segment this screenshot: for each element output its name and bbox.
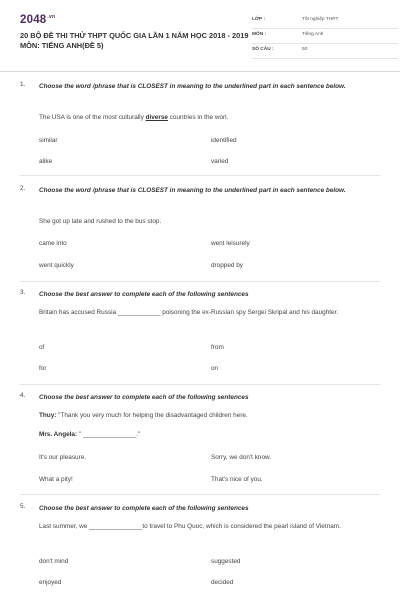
option-b[interactable]: went leisurely	[211, 240, 250, 247]
question-divider	[20, 281, 380, 282]
document-meta	[252, 14, 398, 59]
speaker-name: Thuy:	[39, 412, 57, 419]
dialogue-line-2: Mrs. Angela: " _______________."	[39, 431, 141, 438]
meta-label: LỚP :	[252, 17, 266, 22]
option-a[interactable]: came into	[39, 240, 67, 247]
question-divider	[20, 175, 380, 176]
meta-row-class	[252, 14, 398, 29]
option-c[interactable]: went quickly	[39, 262, 74, 269]
option-d[interactable]: varied	[211, 158, 229, 165]
question-number: 1.	[20, 81, 26, 88]
option-a[interactable]: of	[39, 344, 45, 351]
option-c[interactable]: What a pity!	[39, 476, 73, 483]
option-b[interactable]: suggested	[211, 558, 241, 565]
option-b[interactable]: Sorry, we don't know.	[211, 454, 272, 461]
logo-suffix: .vn	[47, 14, 56, 20]
question-text: Britain has accused Russia ____________ poisoning the ex-Russian spy Sergei Skripal and his daughter.	[39, 309, 339, 316]
question-text: She got up late and rushed to the bus stop.	[39, 218, 162, 225]
option-d[interactable]: decided	[211, 579, 234, 586]
dialogue-line-1: Thuy: "Thank you very much for helping the disadvantaged children here.	[39, 412, 248, 419]
meta-value: Tốt nghiệp THPT	[302, 17, 339, 22]
header-divider	[0, 71, 400, 72]
meta-label: MÔN :	[252, 32, 267, 37]
option-d[interactable]: dropped by	[211, 262, 243, 269]
question-instruction: Choose the best answer to complete each of the following sentences	[39, 291, 249, 298]
question-instruction: Choose the best answer to complete each of the following sentences	[39, 505, 249, 512]
document-header	[20, 12, 380, 64]
question-text: The USA is one of the most culturally diverse countries in the worl.	[39, 114, 229, 121]
question-instruction: Choose the word /phrase that is CLOSEST in meaning to the underlined part in each sentence below.	[39, 83, 346, 90]
meta-value: Tiếng Anh	[302, 32, 324, 37]
question-number: 3.	[20, 289, 26, 296]
option-a[interactable]: similar	[39, 137, 58, 144]
meta-row-subject	[252, 29, 398, 44]
question-divider	[20, 494, 380, 495]
option-b[interactable]: from	[211, 344, 224, 351]
option-c[interactable]: for	[39, 365, 47, 372]
site-logo[interactable]	[20, 14, 55, 26]
logo-text: 2048	[20, 14, 47, 26]
option-d[interactable]: on	[211, 365, 219, 372]
question-number: 5.	[20, 503, 26, 510]
question-instruction: Choose the word /phrase that is CLOSEST in meaning to the underlined part in each sentence below.	[39, 187, 346, 194]
option-c[interactable]: alike	[39, 158, 53, 165]
option-c[interactable]: enjoyed	[39, 579, 62, 586]
option-d[interactable]: That's nice of you.	[211, 476, 263, 483]
question-number: 4.	[20, 392, 26, 399]
question-text: Last summer, we _______________to travel to Phu Quoc, which is considered the pearl island of Vietnam.	[39, 523, 341, 530]
meta-row-count	[252, 44, 398, 59]
option-b[interactable]: identified	[211, 137, 237, 144]
document-title: 20 BỘ ĐỀ THI THỬ THPT QUỐC GIA LẦN 1 NĂM HỌC 2018 - 2019 MÔN: TIẾNG ANH(ĐỀ 5)	[20, 31, 249, 50]
option-a[interactable]: It's our pleasure.	[39, 454, 87, 461]
question-divider	[20, 384, 380, 385]
underlined-word: diverse	[145, 114, 168, 121]
meta-label: SỐ CÂU :	[252, 47, 274, 52]
question-instruction: Choose the best answer to complete each of the following sentences	[39, 394, 249, 401]
speaker-name: Mrs. Angela:	[39, 431, 78, 438]
meta-value: 50	[302, 47, 308, 52]
question-number: 2.	[20, 185, 26, 192]
option-a[interactable]: don't mind	[39, 558, 69, 565]
